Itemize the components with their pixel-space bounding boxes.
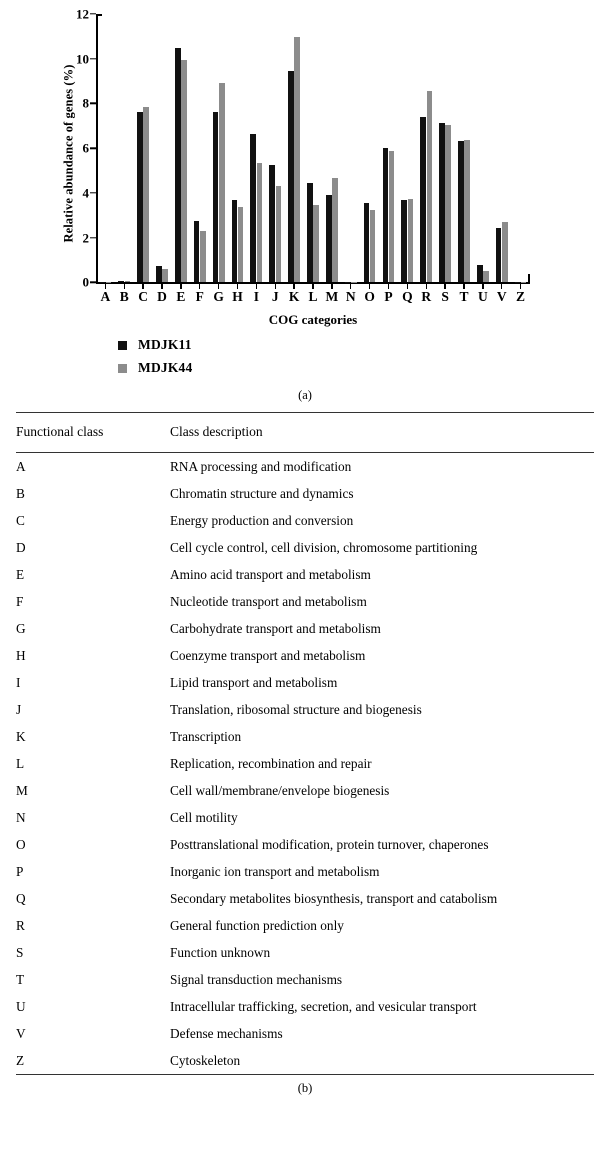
bar-MDJK11-Q <box>401 200 407 282</box>
bar-MDJK44-H <box>238 207 244 283</box>
table-row <box>16 858 594 885</box>
bar-MDJK11-T <box>458 141 464 282</box>
cell-class-description: Function unknown <box>170 944 271 960</box>
column-header-functional-class: Functional class <box>16 424 104 439</box>
x-axis-tick-label: O <box>364 289 375 304</box>
cell-functional-class: D <box>16 539 26 555</box>
cell-functional-class: C <box>16 512 25 528</box>
table-row <box>16 615 594 642</box>
x-axis-tick-label: B <box>119 289 129 304</box>
table-row <box>16 885 594 912</box>
table-row <box>16 939 594 966</box>
cell-class-description: Inorganic ion transport and metabolism <box>170 863 380 879</box>
table-row <box>16 831 594 858</box>
cell-functional-class: G <box>16 620 26 636</box>
cell-class-description: Transcription <box>170 728 242 744</box>
x-axis-tick-label: T <box>459 289 469 304</box>
bar-MDJK44-U <box>483 271 489 283</box>
cell-functional-class: M <box>16 782 28 798</box>
caption-a: (a) <box>298 388 312 402</box>
x-axis-tick-label: H <box>232 289 243 304</box>
table-row <box>16 561 594 588</box>
legend-item-mdjk11 <box>118 335 192 355</box>
bar-MDJK44-C <box>143 107 149 282</box>
bar-MDJK11-C <box>137 112 143 282</box>
bar-MDJK11-E <box>175 48 181 282</box>
bar-MDJK44-V <box>502 222 508 282</box>
cell-functional-class: Z <box>16 1052 25 1068</box>
caption-b: (b) <box>297 1081 313 1095</box>
bar-MDJK44-L <box>313 205 319 283</box>
bar-MDJK11-O <box>364 203 370 282</box>
cell-class-description: Posttranslational modification, protein turnover, chaperones <box>170 836 489 852</box>
legend-label: MDJK11 <box>138 337 192 352</box>
x-axis-tick-label: M <box>325 289 339 304</box>
x-axis-tick-label: L <box>308 289 318 304</box>
x-axis-tick-label: V <box>496 289 507 304</box>
bar-MDJK11-F <box>194 221 200 282</box>
bar-MDJK44-B <box>125 281 131 282</box>
bar-group <box>175 14 187 282</box>
cell-class-description: Cell motility <box>170 809 238 825</box>
table-row <box>16 534 594 561</box>
cell-functional-class: T <box>16 971 25 987</box>
chart-legend <box>118 335 192 381</box>
legend-swatch-icon <box>118 341 127 350</box>
legend-swatch-icon <box>118 364 127 373</box>
x-axis-tick-label: U <box>477 289 488 304</box>
table-row <box>16 1047 594 1075</box>
cell-functional-class: P <box>16 863 24 879</box>
plot-area <box>76 6 530 290</box>
cell-class-description: Lipid transport and metabolism <box>170 674 338 690</box>
cell-class-description: Amino acid transport and metabolism <box>170 566 371 582</box>
bar-MDJK44-F <box>200 231 206 282</box>
bar-MDJK11-J <box>269 165 275 283</box>
y-axis-tick-label: 2 <box>82 230 89 246</box>
cell-functional-class: H <box>16 647 26 663</box>
x-axis-tick-label: S <box>441 289 449 304</box>
x-axis-tick-label: E <box>176 289 186 304</box>
bar-MDJK44-I <box>257 163 263 283</box>
bar-MDJK11-S <box>439 123 445 282</box>
table-header <box>16 413 594 453</box>
bar-MDJK11-P <box>383 148 389 283</box>
table-row <box>16 750 594 777</box>
x-axis-tick-label: K <box>288 289 300 304</box>
bar-MDJK44-Z <box>521 282 527 283</box>
x-axis-tick-labels <box>96 288 530 306</box>
legend-item-mdjk44 <box>118 358 192 378</box>
bar-MDJK44-D <box>162 269 168 282</box>
x-axis-tick-label: G <box>213 289 224 304</box>
cell-functional-class: R <box>16 917 25 933</box>
y-axis-tick-label: 0 <box>82 274 89 290</box>
cell-class-description: Cell cycle control, cell division, chromosome partitioning <box>170 539 478 555</box>
cell-functional-class: O <box>16 836 26 852</box>
cell-class-description: Cell wall/membrane/envelope biogenesis <box>170 782 390 798</box>
bar-MDJK44-T <box>464 140 470 282</box>
cell-functional-class: U <box>16 998 26 1014</box>
table-row <box>16 588 594 615</box>
bar-group <box>232 14 244 282</box>
cell-functional-class: S <box>16 944 24 960</box>
bar-MDJK11-L <box>307 183 313 283</box>
bar-group <box>345 14 357 282</box>
bar-MDJK44-E <box>181 60 187 283</box>
cell-functional-class: B <box>16 485 25 501</box>
x-axis-tick-label: I <box>253 289 260 304</box>
table-row <box>16 804 594 831</box>
table-row <box>16 777 594 804</box>
bar-MDJK11-V <box>496 228 502 283</box>
bar-group <box>477 14 489 282</box>
cell-functional-class: A <box>16 458 26 474</box>
table-row <box>16 453 594 481</box>
column-header-class-description: Class description <box>170 424 263 439</box>
x-axis-tick-label: P <box>384 289 393 304</box>
bar-MDJK11-U <box>477 265 483 282</box>
bar-MDJK11-I <box>250 134 256 282</box>
cell-class-description: General function prediction only <box>170 917 344 933</box>
x-axis-tick-label: F <box>195 289 204 304</box>
y-axis-tick-label: 4 <box>82 185 89 201</box>
bar-MDJK11-K <box>288 71 294 282</box>
cell-class-description: Energy production and conversion <box>170 512 354 528</box>
bar-group <box>269 14 281 282</box>
cell-functional-class: I <box>16 674 21 690</box>
x-axis-tick-label: N <box>345 289 356 304</box>
bar-group <box>137 14 149 282</box>
bar-MDJK11-R <box>420 117 426 282</box>
x-axis-tick-label: R <box>421 289 432 304</box>
cell-class-description: Intracellular trafficking, secretion, and vesicular transport <box>170 998 477 1014</box>
legend-label: MDJK44 <box>138 360 193 375</box>
cell-class-description: Cytoskeleton <box>170 1052 241 1068</box>
x-axis-tick-label: Q <box>402 289 413 304</box>
bar-MDJK44-M <box>332 178 338 283</box>
bar-MDJK44-A <box>106 282 112 283</box>
cog-class-table <box>16 412 594 1075</box>
cell-functional-class: E <box>16 566 25 582</box>
table-row <box>16 480 594 507</box>
bar-MDJK44-N <box>351 282 357 283</box>
cell-class-description: Nucleotide transport and metabolism <box>170 593 367 609</box>
bar-group <box>515 14 527 282</box>
cell-class-description: Translation, ribosomal structure and biogenesis <box>170 701 422 717</box>
x-axis-tick-label: C <box>138 289 149 304</box>
bar-group <box>420 14 432 282</box>
table-row <box>16 696 594 723</box>
bar-group <box>364 14 376 282</box>
table-row <box>16 966 594 993</box>
table-row <box>16 723 594 750</box>
table-row <box>16 993 594 1020</box>
bar-group <box>458 14 470 282</box>
y-axis-tick-label: 10 <box>76 51 89 67</box>
table-header-row <box>16 413 594 453</box>
table-row <box>16 1020 594 1047</box>
cell-class-description: Chromatin structure and dynamics <box>170 485 354 501</box>
cell-functional-class: L <box>16 755 25 771</box>
bar-group <box>496 14 508 282</box>
bar-MDJK44-P <box>389 151 395 282</box>
x-axis-title: COG categories <box>268 312 358 327</box>
cell-class-description: RNA processing and modification <box>170 458 352 474</box>
x-axis-tick-label: A <box>100 289 111 304</box>
cell-class-description: Defense mechanisms <box>170 1025 283 1041</box>
bar-group <box>439 14 451 282</box>
bar-MDJK44-J <box>276 186 282 282</box>
bar-MDJK44-G <box>219 83 225 282</box>
bar-group-container <box>96 14 530 282</box>
cell-functional-class: Q <box>16 890 26 906</box>
table-body <box>16 453 594 1075</box>
y-axis-tick-label: 12 <box>76 6 89 22</box>
x-axis-tick-label: D <box>157 289 167 304</box>
x-axis-tick-label: J <box>271 289 279 304</box>
bar-group <box>383 14 395 282</box>
bar-group <box>326 14 338 282</box>
bar-group <box>250 14 262 282</box>
y-axis-tick-label: 8 <box>82 95 89 111</box>
bar-group <box>307 14 319 282</box>
bar-MDJK44-S <box>445 125 451 282</box>
y-axis-title-text: Relative abundance of genes (%) <box>61 63 76 243</box>
bar-MDJK11-M <box>326 195 332 283</box>
bar-group <box>213 14 225 282</box>
cell-functional-class: K <box>16 728 26 744</box>
cell-class-description: Replication, recombination and repair <box>170 755 372 771</box>
cell-functional-class: N <box>16 809 26 825</box>
bar-group <box>288 14 300 282</box>
table-row <box>16 669 594 696</box>
bar-MDJK11-G <box>213 112 219 283</box>
cell-functional-class: V <box>16 1025 26 1041</box>
table-row <box>16 642 594 669</box>
cell-functional-class: F <box>16 593 24 609</box>
x-axis-tick-label: Z <box>516 289 526 304</box>
cell-functional-class: J <box>16 701 22 717</box>
bar-group <box>118 14 130 282</box>
bar-group <box>194 14 206 282</box>
cell-class-description: Secondary metabolites biosynthesis, transport and catabolism <box>170 890 498 906</box>
bar-MDJK44-O <box>370 210 376 282</box>
bar-MDJK11-D <box>156 266 162 283</box>
table-row <box>16 507 594 534</box>
bar-group <box>100 14 112 282</box>
table-row <box>16 912 594 939</box>
y-axis-tick-label: 6 <box>82 140 89 156</box>
cell-class-description: Carbohydrate transport and metabolism <box>170 620 381 636</box>
bar-MDJK44-Q <box>408 199 414 282</box>
chart-panel <box>0 0 610 402</box>
cell-class-description: Coenzyme transport and metabolism <box>170 647 366 663</box>
cell-class-description: Signal transduction mechanisms <box>170 971 343 987</box>
bar-group <box>401 14 413 282</box>
bar-MDJK11-H <box>232 200 238 282</box>
bar-MDJK44-K <box>294 37 300 282</box>
bar-MDJK44-R <box>427 91 433 283</box>
table-panel <box>0 412 610 1095</box>
bar-group <box>156 14 168 282</box>
